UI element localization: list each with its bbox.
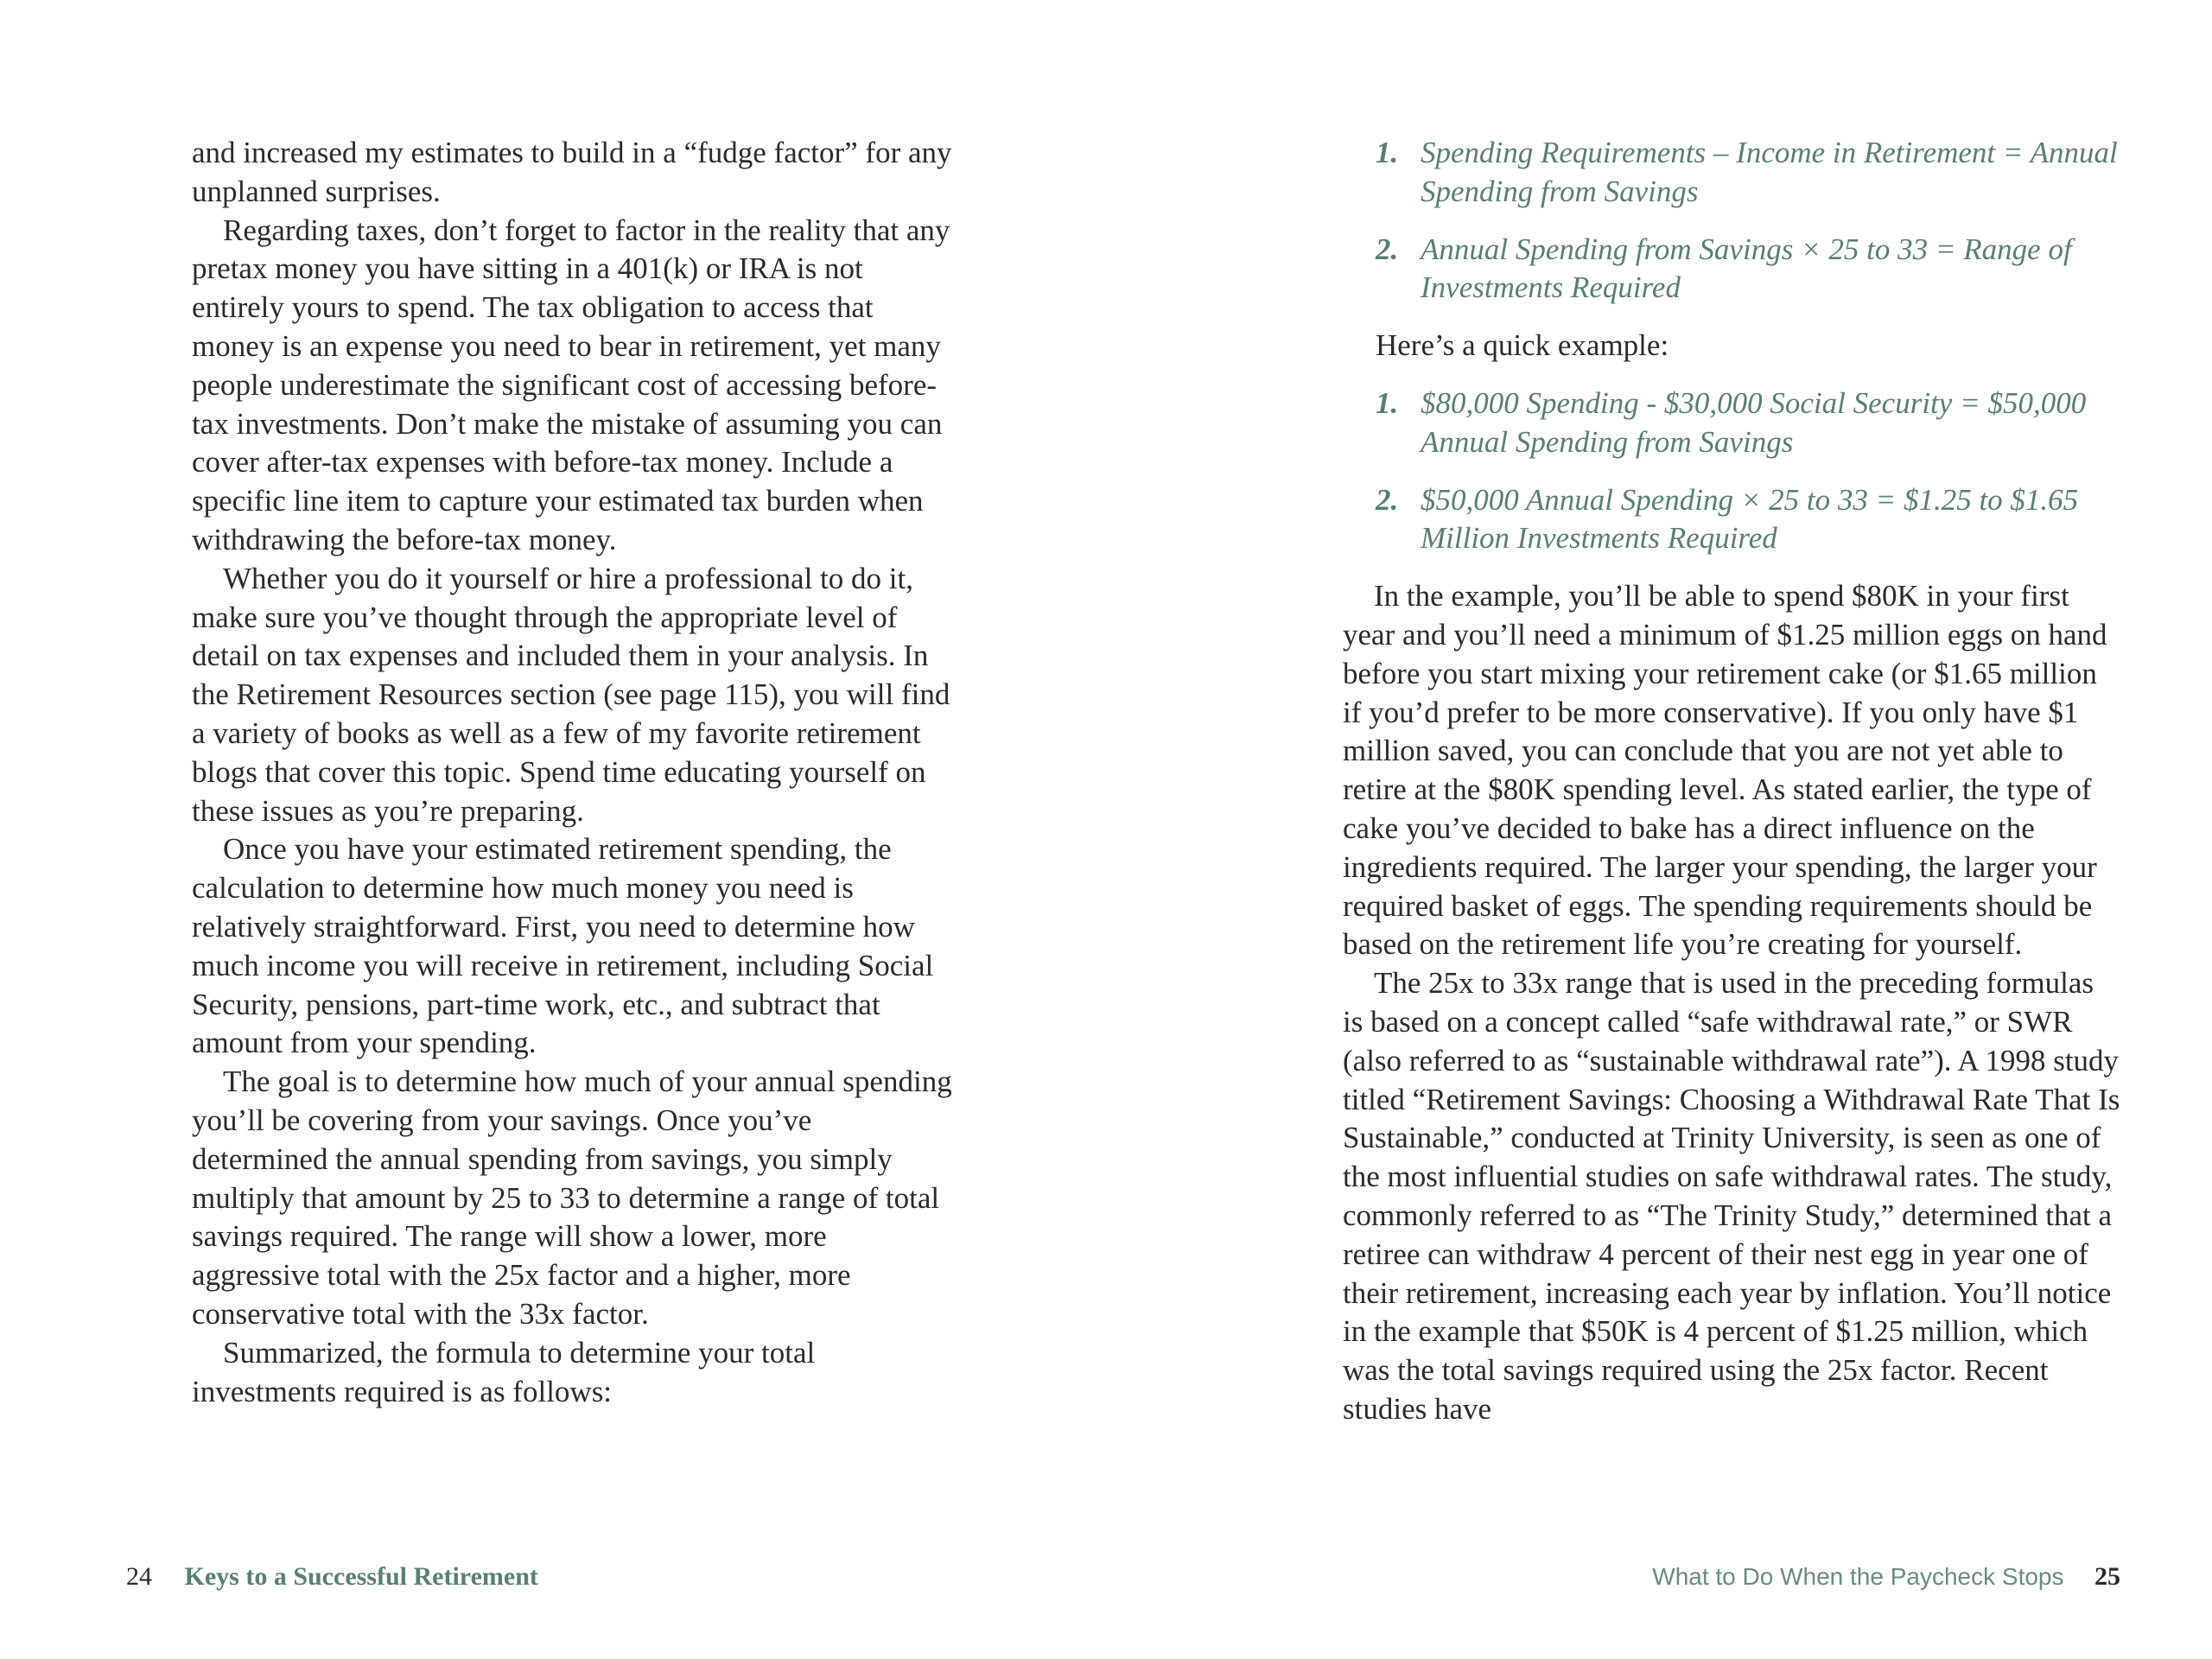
left-footer (126, 1560, 538, 1594)
example-text: $80,000 Spending - $30,000 Social Security = $50,000 Annual Spending from Savings (1421, 385, 2087, 459)
example-number: 1. (1376, 385, 1399, 420)
body-paragraph: Once you have your estimated retirement spending, the calculation to determine how much money you need is relatively straightforward. First, you need to determine how much income you will receive in retirement, including Social Security, pensions, part-time work, etc., and subtract that amount from your spending. (192, 832, 934, 1060)
example-item (1343, 481, 2120, 559)
body-paragraph: The goal is to determine how much of your annual spending you’ll be covering from your savings. Once you’ve determined the annual spending from savings, you simply multiply that amount by 25 to 33 to determine a range of total savings required. The range will show a lower, more aggressive total with the 25x factor and a higher, more conservative total with the 33x factor. (192, 1065, 952, 1331)
formula-number: 1. (1376, 136, 1399, 169)
body-paragraph: Summarized, the formula to determine your total investments required is as follows: (192, 1335, 816, 1408)
formula-number: 2. (1376, 232, 1399, 266)
right-footer (1652, 1560, 2120, 1594)
example-item (1343, 385, 2120, 462)
body-paragraph: and increased my estimates to build in a “fudge factor” for any unplanned surprises. (192, 136, 952, 208)
formula-item (1343, 134, 2120, 212)
body-paragraph: The 25x to 33x range that is used in the preceding formulas is based on a concept called “safe withdrawal rate,” or SWR (also referred to as “sustainable withdrawal rate”). A 1998 study titled “Retirement Savings: Choosing a Withdrawal Rate That Is Sustainable,” conducted at Trinity University, is seen as one of the most influential studies on safe withdrawal rates. The study, commonly referred to as “The Trinity Study,” determined that a retiree can withdraw 4 percent of their nest egg in year one of their retirement, increasing each year by inflation. You’ll notice in the example that $50K is 4 percent of $1.25 million, which was the total savings required using the 25x factor. Recent studies have (1343, 966, 2120, 1426)
right-text-column (1343, 134, 2120, 1429)
formula-text: Annual Spending from Savings × 25 to 33 = Range of Investments Required (1421, 232, 2072, 305)
left-page (192, 0, 952, 1659)
example-list (1343, 385, 2120, 558)
chapter-title: What to Do When the Paycheck Stops (1652, 1563, 2064, 1590)
example-text: $50,000 Annual Spending × 25 to 33 = $1.25 to $1.65 Million Investments Required (1421, 482, 2079, 556)
example-intro: Here’s a quick example: (1376, 328, 1669, 363)
page-number-left: 24 (126, 1562, 152, 1591)
page-number-right: 25 (2094, 1562, 2120, 1591)
body-paragraph: Whether you do it yourself or hire a professional to do it, make sure you’ve thought through the appropriate level of detail on tax expenses and included them in your analysis. In the Retirement Resources section (see page 115), you will find a variety of books as well as a few of my favorite retirement blogs that cover this topic. Spend time educating yourself on these issues as you’re preparing. (192, 561, 950, 828)
formula-text: Spending Requirements – Income in Retirement = Annual Spending from Savings (1421, 136, 2118, 208)
formula-item (1343, 231, 2120, 308)
body-paragraph: In the example, you’ll be able to spend $80K in your first year and you’ll need a minimum of $1.25 million eggs on hand before you start mixing your retirement cake (or $1.65 million if you’d prefer to be more conservative). If you only have $1 million saved, you can conclude that you are not yet able to retire at the $80K spending level. As stated earlier, the type of cake you’ve decided to bake has a direct influence on the ingredients required. The larger your spending, the larger your required basket of eggs. The spending requirements should be based on the retirement life you’re creating for yourself. (1343, 579, 2107, 962)
body-paragraph: Regarding taxes, don’t forget to factor in the reality that any pretax money you have sitting in a 401(k) or IRA is not entirely yours to spend. The tax obligation to access that money is an expense you need to bear in retirement, yet many people underestimate the significant cost of accessing before-tax investments. Don’t make the mistake of assuming you can cover after-tax expenses with before-tax money. Include a specific line item to capture your estimated tax burden when withdrawing the before-tax money. (192, 213, 950, 556)
example-number: 2. (1376, 482, 1399, 517)
right-page (1343, 0, 2120, 1659)
book-title: Keys to a Successful Retirement (184, 1562, 538, 1591)
formula-list (1343, 134, 2120, 308)
left-text-column (192, 134, 952, 1411)
